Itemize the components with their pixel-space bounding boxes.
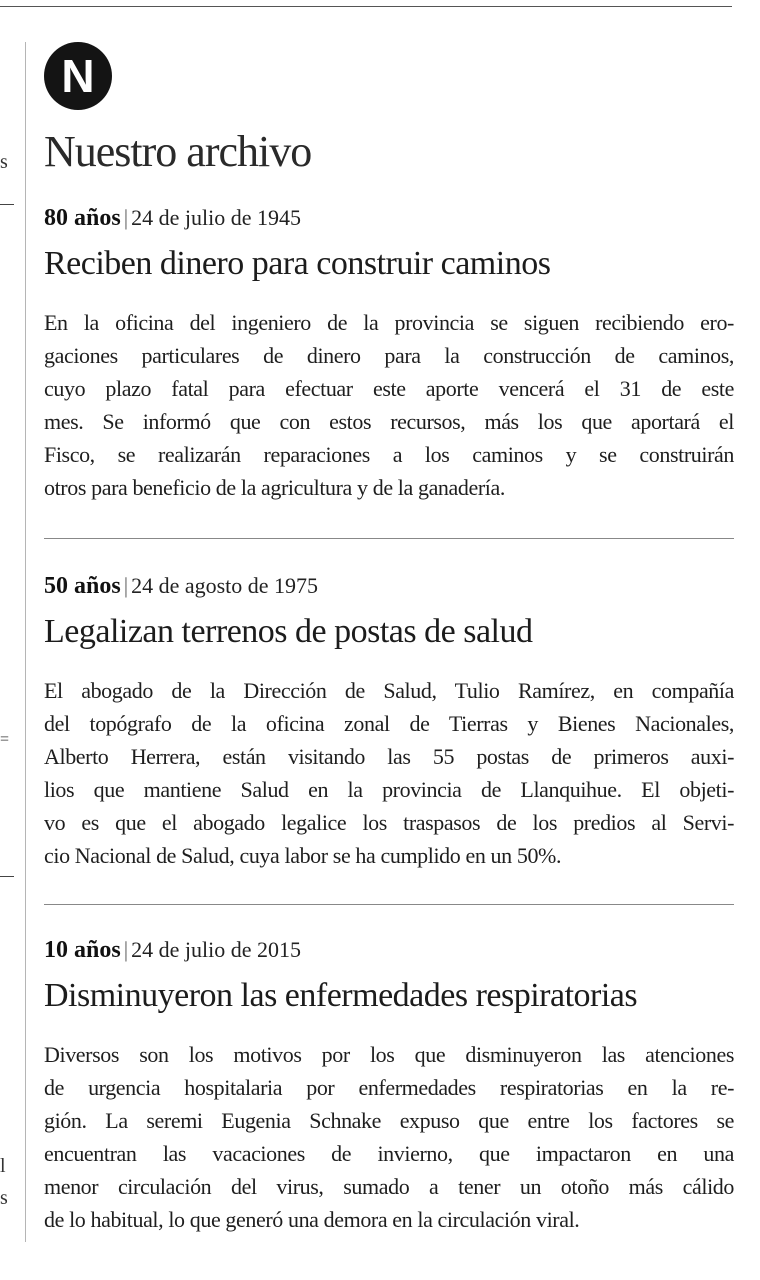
kicker-separator: | [123, 573, 129, 598]
entry-kicker [44, 204, 734, 232]
body-line: En la oficina del ingeniero de la provincia se siguen recibiendo ero- [44, 310, 734, 335]
body-line: menor circulación del virus, sumado a tener un otoño más cálido [44, 1174, 734, 1199]
adjacent-column-fragment: l [0, 1155, 6, 1177]
body-line: gaciones particulares de dinero para la construcción de caminos, [44, 343, 734, 368]
entry-body [44, 1038, 734, 1236]
adjacent-column-fragment: s [0, 151, 8, 173]
entry-body [44, 674, 734, 872]
archive-entry-80-years [44, 204, 734, 504]
section-title: Nuestro archivo [44, 127, 312, 176]
body-line: mes. Se informó que con estos recursos, más los que aportará el [44, 409, 734, 434]
entry-kicker [44, 572, 734, 600]
kicker-separator: | [123, 205, 129, 230]
section-badge-icon: N [44, 42, 112, 110]
body-line: Diversos son los motivos por los que disminuyeron las atenciones [44, 1042, 734, 1067]
entry-years: 10 años [44, 937, 121, 963]
entry-years: 80 años [44, 205, 121, 231]
entry-kicker [44, 936, 734, 964]
body-line: de lo habitual, lo que generó una demora en la circulación viral. [44, 1207, 580, 1232]
top-rule [0, 6, 732, 7]
entry-body [44, 306, 734, 504]
archive-entry-10-years [44, 936, 734, 1236]
body-line: otros para beneficio de la agricultura y de la ganadería. [44, 475, 505, 500]
entry-years: 50 años [44, 573, 121, 599]
body-line: vo es que el abogado legalice los traspasos de los predios al Servi- [44, 810, 734, 835]
entry-headline: Reciben dinero para construir caminos [44, 245, 551, 282]
archive-entry-50-years [44, 572, 734, 872]
body-line: lios que mantiene Salud en la provincia de Llanquihue. El objeti- [44, 777, 734, 802]
body-line: Alberto Herrera, están visitando las 55 postas de primeros auxi- [44, 744, 734, 769]
column-divider [25, 42, 26, 1242]
adjacent-column-rule [0, 876, 14, 877]
body-line: encuentran las vacaciones de invierno, que impactaron en una [44, 1141, 734, 1166]
entry-date: 24 de julio de 1945 [131, 205, 301, 230]
entry-headline: Legalizan terrenos de postas de salud [44, 613, 533, 650]
entry-headline: Disminuyeron las enfermedades respiratorias [44, 977, 638, 1014]
kicker-separator: | [123, 937, 129, 962]
body-line: de urgencia hospitalaria por enfermedades respiratorias en la re- [44, 1075, 734, 1100]
body-line: cio Nacional de Salud, cuya labor se ha cumplido en un 50%. [44, 843, 562, 868]
adjacent-column-fragment: = [0, 731, 10, 748]
adjacent-column-fragment: s [0, 1187, 8, 1209]
adjacent-column-rule [0, 204, 14, 205]
body-line: del topógrafo de la oficina zonal de Tierras y Bienes Nacionales, [44, 711, 734, 736]
body-line: El abogado de la Dirección de Salud, Tulio Ramírez, en compañía [44, 678, 734, 703]
body-line: Fisco, se realizarán reparaciones a los caminos y se construirán [44, 442, 734, 467]
entry-separator [44, 904, 734, 905]
body-line: cuyo plazo fatal para efectuar este aporte vencerá el 31 de este [44, 376, 734, 401]
entry-date: 24 de julio de 2015 [131, 937, 301, 962]
entry-date: 24 de agosto de 1975 [131, 573, 319, 598]
body-line: gión. La seremi Eugenia Schnake expuso que entre los factores se [44, 1108, 734, 1133]
entry-separator [44, 538, 734, 539]
